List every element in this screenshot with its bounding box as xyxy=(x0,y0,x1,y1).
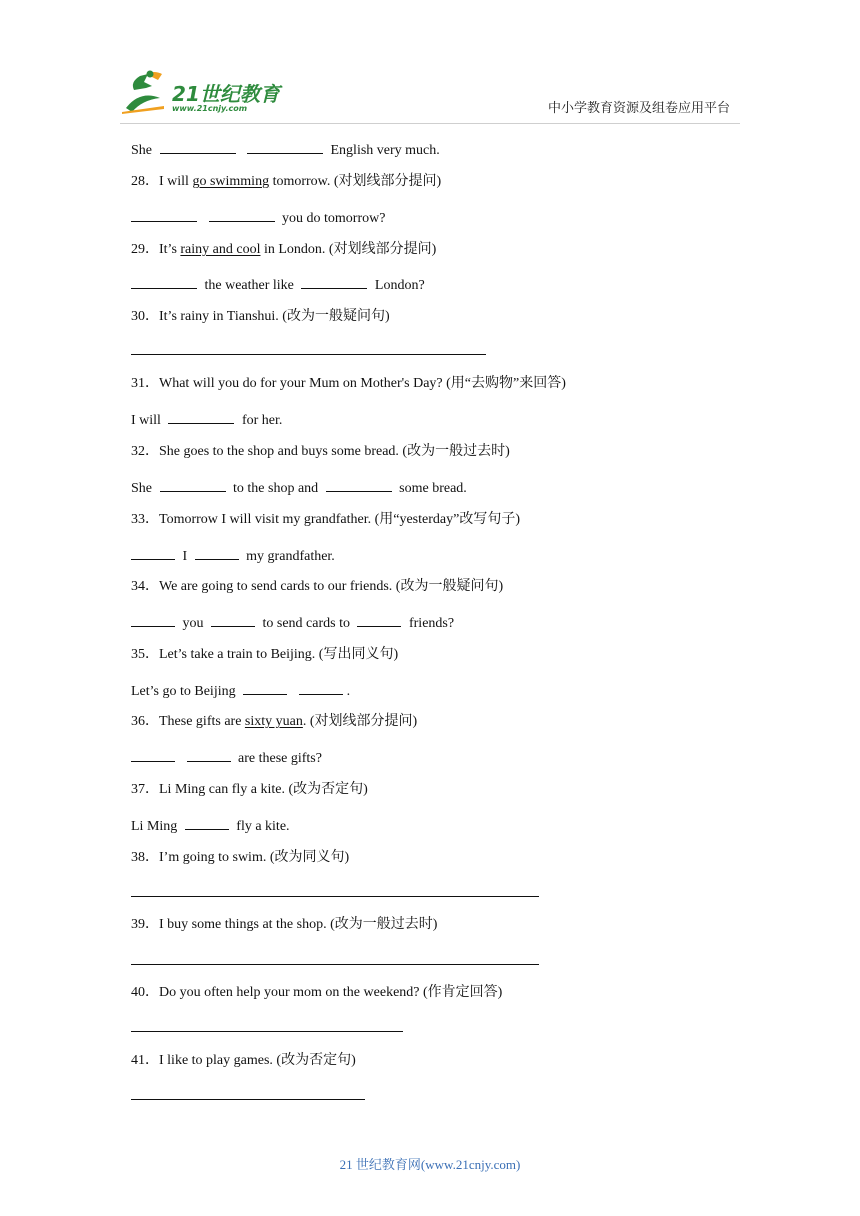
blank-field[interactable] xyxy=(185,815,229,830)
page-header xyxy=(0,0,860,125)
header-divider xyxy=(120,123,740,124)
question-33: 33．Tomorrow I will visit my grandfather. (用“yesterday”改写句子) xyxy=(131,512,520,527)
blank-field[interactable] xyxy=(209,207,275,222)
blank-field[interactable] xyxy=(131,747,175,762)
blank-field[interactable] xyxy=(211,612,255,627)
answer-rule-38[interactable] xyxy=(131,896,539,897)
question-32: 32．She goes to the shop and buys some bread. (改为一般过去时) xyxy=(131,444,510,459)
question-39: 39．I buy some things at the shop. (改为一般过去时) xyxy=(131,917,438,932)
answer-line-29: the weather like London? xyxy=(131,274,425,295)
answer-rule-40[interactable] xyxy=(131,1031,403,1032)
question-37: 37．Li Ming can fly a kite. (改为否定句) xyxy=(131,782,368,797)
blank-field[interactable] xyxy=(299,680,343,695)
blank-field[interactable] xyxy=(131,207,197,222)
question-38: 38．I’m going to swim. (改为同义句) xyxy=(131,850,350,865)
blank-field[interactable] xyxy=(160,139,236,154)
question-30: 30．It’s rainy in Tianshui. (改为一般疑问句) xyxy=(131,309,390,324)
blank-field[interactable] xyxy=(326,477,392,492)
answer-line-36: are these gifts? xyxy=(131,747,322,768)
page-footer[interactable]: 21 世纪教育网(www.21cnjy.com) xyxy=(339,1157,521,1172)
answer-line-33: I my grandfather. xyxy=(131,545,335,566)
blank-field[interactable] xyxy=(168,409,234,424)
question-35: 35．Let’s take a train to Beijing. (写出同义句) xyxy=(131,647,399,662)
blank-field[interactable] xyxy=(131,545,175,560)
blank-field[interactable] xyxy=(247,139,323,154)
question-34: 34．We are going to send cards to our friends. (改为一般疑问句) xyxy=(131,579,504,594)
blank-field[interactable] xyxy=(243,680,287,695)
question-41: 41．I like to play games. (改为否定句) xyxy=(131,1053,356,1068)
answer-rule-30[interactable] xyxy=(131,354,486,355)
question-31: 31．What will you do for your Mum on Mother's Day? (用“去购物”来回答) xyxy=(131,376,566,391)
blank-field[interactable] xyxy=(357,612,401,627)
answer-line-32: She to the shop and some bread. xyxy=(131,477,467,498)
blank-field[interactable] xyxy=(301,274,367,289)
logo-title: 21世纪教育 xyxy=(172,82,280,106)
answer-line-34: you to send cards to friends? xyxy=(131,612,454,633)
answer-line-35: Let’s go to Beijing . xyxy=(131,680,350,701)
answer-line-28: you do tomorrow? xyxy=(131,207,385,228)
answer-line-31: I will for her. xyxy=(131,409,282,430)
blank-field[interactable] xyxy=(160,477,226,492)
platform-tagline: 中小学教育资源及组卷应用平台 xyxy=(547,101,730,116)
question-36: 36．These gifts are sixty yuan. (对划线部分提问) xyxy=(131,714,418,729)
question-28: 28．I will go swimming tomorrow. (对划线部分提问) xyxy=(131,174,442,189)
logo-url: www.21cnjy.com xyxy=(172,104,248,113)
answer-rule-41[interactable] xyxy=(131,1099,365,1100)
answer-line-27: She English very much. xyxy=(131,139,440,160)
blank-field[interactable] xyxy=(131,612,175,627)
question-29: 29．It’s rainy and cool in London. (对划线部分提问) xyxy=(131,242,437,257)
blank-field[interactable] xyxy=(195,545,239,560)
blank-field[interactable] xyxy=(131,274,197,289)
blank-field[interactable] xyxy=(187,747,231,762)
answer-rule-39[interactable] xyxy=(131,964,539,965)
question-40: 40．Do you often help your mom on the weekend? (作肯定回答) xyxy=(131,985,503,1000)
answer-line-37: Li Ming fly a kite. xyxy=(131,815,290,836)
